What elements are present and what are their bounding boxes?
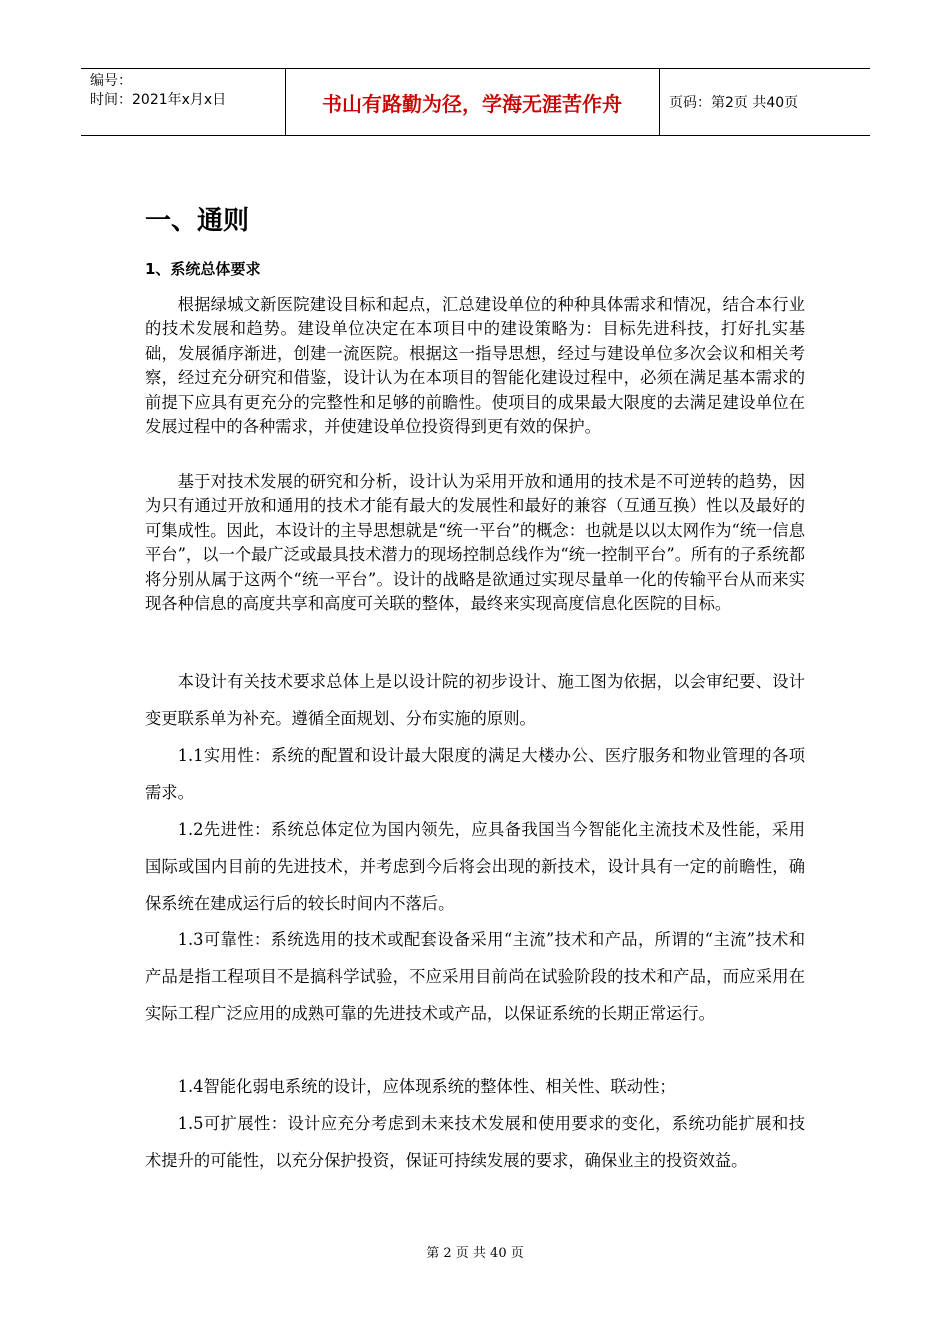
header-motto: 书山有路勤为径，学海无涯苦作舟 <box>322 91 622 116</box>
paragraph-intro: 根据绿城文新医院建设目标和起点，汇总建设单位的种种具体需求和情况，结合本行业的技术发展和趋势。建设单位决定在本项目中的建设策略为：目标先进科技，打好扎实基础，发展循序渐进，创建一流医院。根据这一指导思想，经过与建设单位多次会议和相关考察，经过充分研究和借鉴，设计认为在本项目的智能化建设过程中，必须在满足基本需求的前提下应具有更充分的完整性和足够的前瞻性。使项目的成果最大限度的去满足建设单位在发展过程中的各种需求，并使建设单位投资得到更有效的保护。 <box>145 295 805 437</box>
page-header <box>81 68 870 136</box>
paragraph-practicality: 1.1实用性：系统的配置和设计最大限度的满足大楼办公、医疗服务和物业管理的各项需求。 <box>145 746 805 802</box>
section-heading: 一、通则 <box>145 206 250 236</box>
header-meta <box>90 72 285 110</box>
paragraph-reliability: 1.3可靠性：系统选用的技术或配套设备采用“主流”技术和产品，所谓的“主流”技术和产品是指工程项目不是搞科学试验，不应采用目前尚在试验阶段的技术和产品，而应采用在实际工程广泛应用的成熟可靠的先进技术或产品，以保证系统的长期正常运行。 <box>145 930 805 1023</box>
subsection-heading: 1、系统总体要求 <box>145 260 261 278</box>
paragraph-integration: 1.4智能化弱电系统的设计，应体现系统的整体性、相关性、联动性； <box>177 1077 676 1096</box>
header-page-info: 页码：第2页 共40页 <box>669 95 799 111</box>
paragraph-extensibility: 1.5可扩展性：设计应充分考虑到未来技术发展和使用要求的变化，系统功能扩展和技术提升的可能性，以充分保护投资，保证可持续发展的要求，确保业主的投资效益。 <box>145 1114 805 1170</box>
page-footer: 第 2 页 共 40 页 <box>426 1246 524 1261</box>
document-date: 时间：2021年x月x日 <box>90 92 227 108</box>
paragraph-advancement: 1.2先进性：系统总体定位为国内领先，应具备我国当今智能化主流技术及性能，采用国际或国内目前的先进技术，并考虑到今后将会出现的新技术，设计具有一定的前瞻性，确保系统在建成运行后的较长时间内不落后。 <box>145 820 805 913</box>
paragraph-basis: 本设计有关技术要求总体上是以设计院的初步设计、施工图为依据，以会审纪要、设计变更联系单为补充。遵循全面规划、分布实施的原则。 <box>145 672 805 728</box>
paragraph-platform: 基于对技术发展的研究和分析，设计认为采用开放和通用的技术是不可逆转的趋势，因为只有通过开放和通用的技术才能有最大的发展性和最好的兼容（互通互换）性以及最好的可集成性。因此，本设计的主导思想就是“统一平台”的概念：也就是以以太网作为“统一信息平台”，以一个最广泛或最具技术潜力的现场控制总线作为“统一控制平台”。所有的子系统都将分别从属于这两个“统一平台”。设计的战略是欲通过实现尽量单一化的传输平台从而来实现各种信息的高度共享和高度可关联的整体，最终来实现高度信息化医院的目标。 <box>145 472 805 614</box>
header-divider-right <box>659 68 660 136</box>
document-number-label: 编号： <box>90 73 132 89</box>
